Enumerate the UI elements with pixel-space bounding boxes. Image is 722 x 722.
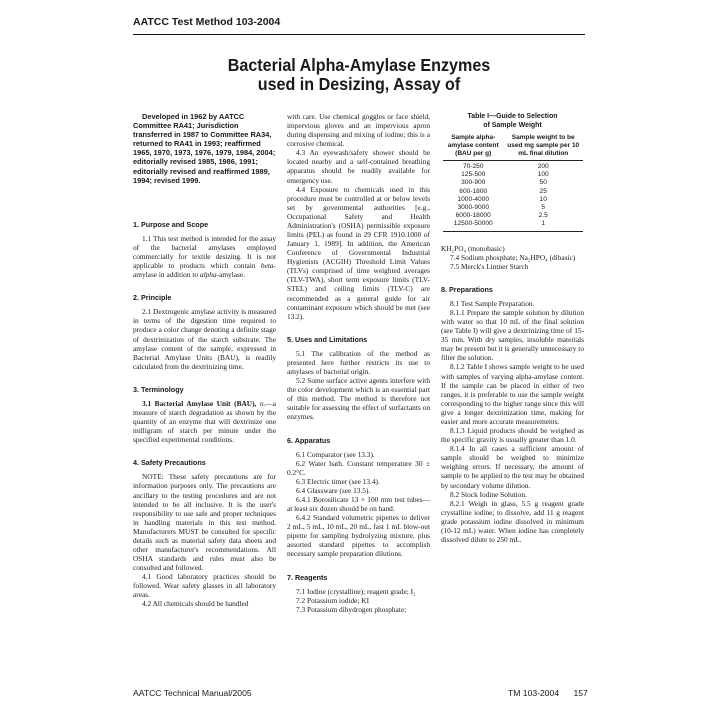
table-header-weight: Sample weight to be used mg sample per 10 mL final dilution (504, 130, 583, 161)
para-6-1: 6.1 Comparator (see 13.3). (296, 449, 375, 459)
running-header: AATCC Test Method 103-2004 (133, 16, 281, 28)
table-row: 125-500 100 (461, 171, 549, 179)
para-6-4-2: 6.4.2 Standard volumetric pipettes to deliver 2 mL, 5 mL, 10 mL, 20 mL, fast 1 mL blow-out pipette for sampling hydrolyzing mixture, plus assorted standard pipettes to accomplish necessary sample preparation dilutions. (287, 513, 430, 559)
history-note: Developed in 1962 by AATCC Committee RA41; Jurisdiction transferred in 1987 to Committee RA34, returned to RA41 in 1993; reaffirmed 1965, 1970, 1973, 1976, 1979, 1984, 2004; editorially revised 1985, 1986, 1991; editorially revised and reaffirmed 1989, 1994; revised 1999. (133, 112, 276, 185)
table-row: 70-250 200 (462, 163, 549, 170)
section-5-heading: 5. Uses and Limitations (287, 334, 368, 344)
footer-manual: AATCC Technical Manual/2005 (133, 688, 252, 698)
para-8-1-1: 8.1.1 Prepare the sample solution by dilution with water so that 10 mL of the final solution (see Table I) will give a dextrinizing time of 15-35 min. With dry samples, insoluble materials may be present but it is generally unnecessary to filter the solution. (441, 308, 584, 363)
para-2-1: 2.1 Dextrogenic amylase activity is measured in terms of the digestion time required to produce a color change denoting a definite stage of dextrinization of the starch substrate. The amylase content of the sample, expressed in Bacterial Amylase Units (BAU), is readily calculated from the dextrinizing time. (133, 307, 276, 371)
table-row: 300-900 50 (461, 179, 547, 187)
para-6-2: 6.2 Water bath. Constant temperature 30 ± 0.2°C. (287, 458, 430, 477)
section-2-heading: 2. Principle (133, 293, 172, 303)
para-7-2: 7.2 Potassium iodide; KI (296, 595, 370, 605)
para-4-2-cont: with care. Use chemical goggles or face shield, impervious gloves and an impervious apron during dispensing and mixing of iodine; this is a corrosive chemical. (287, 112, 430, 149)
para-6-3: 6.3 Electric timer (see 13.4). (296, 476, 380, 486)
section-1-heading: 1. Purpose and Scope (133, 219, 209, 229)
table-caption: Table I—Guide to Selection of Sample Weight (467, 113, 558, 129)
para-7-5: 7.5 Merck's Lintner Starch (450, 261, 529, 271)
para-4-1: 4.1 Good laboratory practices should be followed. Wear safety glasses in all laboratory areas. (133, 572, 276, 600)
para-4-4: 4.4 Exposure to chemicals used in this procedure must be controlled at or below levels set by governmental authorities [e.g., Occupational Safety and Health Administration's (OSHA) permissible exposure limits (PEL) as found in 29 CFR 1910.1000 of January 1, 1989]. In addition, the American Conference of Governmental Industrial Hygienists (ACGIH) Threshold Limit Values (TLVs) comprised of time weighted averages (TLV-TWA), short term exposure limits (TLV-STEL) and ceiling limits (TLV-C) are recommended as a general guide for air contaminant exposure which should be met (see 13.2). (287, 184, 430, 321)
title-line-2: used in Desizing, Assay of (257, 74, 461, 94)
para-7-3-start: 7.3 Potassium dihydrogen phosphate; (296, 604, 407, 614)
table-row: 1000-4000 10 (457, 195, 547, 203)
column-3 (441, 112, 584, 544)
para-7-1: 7.1 Iodine (crystalline); reagent grade; I₂ (296, 586, 416, 596)
para-8-1: 8.1 Test Sample Preparation. (450, 298, 535, 308)
title-line-1: Bacterial Alpha-Amylase Enzymes (227, 55, 491, 75)
table-header-content: Sample alpha-amylase content (BAU per g) (443, 130, 504, 161)
para-8-1-4: 8.1.4 In all cases a sufficient amount of sample should be weighed to minimize weighing errors. If necessary, the amount of sample to be applied to the test may be obtained by secondary volume dilution. (441, 444, 584, 490)
column-2 (287, 112, 430, 614)
section-4-heading: 4. Safety Precautions (133, 458, 206, 468)
table-row: 6000-18000 2.5 (455, 212, 548, 220)
para-4-2-start: 4.2 All chemicals should be handled (142, 599, 249, 609)
table-row: 3000-9000 5 (457, 204, 546, 212)
column-1 (133, 112, 276, 609)
para-8-2: 8.2 Stock Iodine Solution. (450, 489, 527, 499)
section-3-heading: 3. Terminology (133, 384, 184, 394)
para-7-3-cont: KH₂PO₄ (monobasic) (441, 243, 505, 253)
section-8-heading: 8. Preparations (441, 284, 493, 294)
footer-page: TM 103-2004 157 (508, 688, 588, 698)
para-3-1: 3.1 Bacterial Amylase Unit (BAU), n.—a measure of starch degradation as shown by the quantity of an enzyme that will dextrinize one milligram of starch per minute under the specified experimental conditions. (133, 398, 276, 445)
table-row: 600-1800 25 (459, 187, 547, 195)
header-rule (133, 34, 585, 35)
para-8-2-1: 8.2.1 Weigh in glass, 5.5 g reagent grade crystalline iodine; to dissolve, add 11 g reagent grade potassium iodine dissolved in minimum (10-12 mL) water. When iodine has completely dissolved dilute to 250 mL. (441, 498, 584, 544)
para-5-1: 5.1 The calibration of the method as presented here further restricts its use to amylases of bacterial origin. (287, 348, 430, 377)
para-5-2: 5.2 Some surface active agents interfere with the color development which is an essential part of this method. The method is therefore not suitable for assessing the effect of surfactants on enzymes. (287, 376, 430, 422)
table-row: 12500-50000 1 (443, 220, 583, 231)
safety-note: NOTE: These safety precautions are for information purposes only. The precautions are ancillary to the testing procedures and are not intended to be all inclusive. It is the user's responsibility to use safe and proper techniques in handling materials in this test method. Manufacturers MUST be consulted for specific details such as material safety data sheets and other manufacturer's recommendations. All OSHA standards and rules must also be consulted and followed. (133, 472, 276, 573)
para-8-1-2: 8.1.2 Table I shows sample weight to be used with samples of varying alpha-amylase content. If the sample can be placed in either of two ranges, it is preferable to use the sample weight corresponding to the higher range since this will give a longer dextrinization time, making for easier and more accurate measurements. (441, 362, 584, 426)
para-6-4: 6.4 Glassware (see 13.5). (296, 485, 371, 495)
para-4-3: 4.3 An eyewash/safety shower should be located nearby and a self-contained breathing apparatus should be readily available for emergency use. (287, 148, 430, 185)
sample-weight-table (443, 130, 583, 232)
section-7-heading: 7. Reagents (287, 572, 328, 582)
para-8-1-3: 8.1.3 Liquid products should be weighed as the specific gravity is usually greater than 1.0. (441, 426, 584, 445)
para-7-4: 7.4 Sodium phosphate; Na₂HPO₄ (dibasic) (450, 252, 576, 262)
section-6-heading: 6. Apparatus (287, 435, 331, 445)
para-6-4-1: 6.4.1 Borosilicate 13 × 100 mm test tubes—at least six dozen should be on hand. (287, 494, 430, 514)
para-1-1: 1.1 This test method is intended for the assay of the bacterial amylases employed commercially for textile desizing. It is not applicable to products which contain beta-amylase in addition to alpha-amylase. (133, 233, 276, 280)
